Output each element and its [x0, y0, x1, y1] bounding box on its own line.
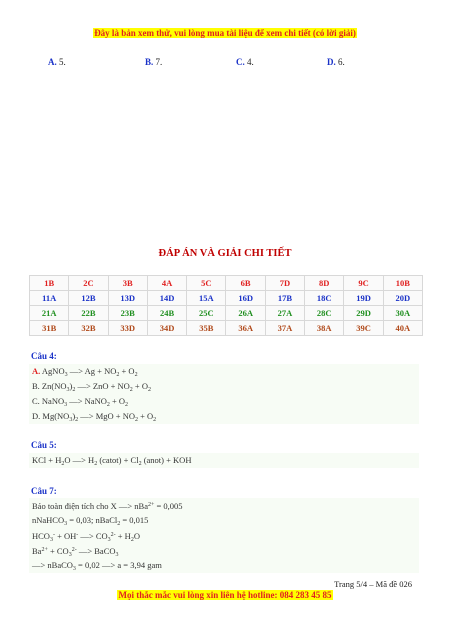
- answer-cell: 9C: [344, 276, 383, 291]
- answer-cell: 7D: [265, 276, 304, 291]
- answer-row: [30, 291, 423, 306]
- option-b: B. 7.: [145, 57, 163, 67]
- answer-cell: 5C: [187, 276, 226, 291]
- page-info: Trang 5/4 – Mã đề 026: [334, 579, 412, 589]
- answer-cell: 17B: [265, 291, 304, 306]
- solution-line: $Ba^{2+} + CO_3^{2-}$ —> BaCO$_3$: [32, 546, 119, 558]
- hotline-footer: Mọi thắc mắc vui lòng xin liên hệ hotline: 084 283 45 85: [118, 590, 332, 600]
- answer-cell: 11A: [30, 291, 69, 306]
- answer-cell: 32B: [69, 321, 108, 336]
- answer-cell: 14D: [147, 291, 186, 306]
- reaction-line: KCl + $H_2O$ —> $H_2$ (catot) + $Cl_2$ (anot) + KOH: [32, 455, 192, 467]
- question-7-title: Câu 7:: [31, 486, 57, 496]
- answer-cell: 31B: [30, 321, 69, 336]
- answer-cell: 36A: [226, 321, 265, 336]
- question-7-solution: [29, 498, 419, 573]
- option-a: A. 5.: [48, 57, 66, 67]
- answer-key-table: [29, 275, 423, 336]
- answer-cell: 16D: [226, 291, 265, 306]
- answer-cell: 27A: [265, 306, 304, 321]
- answer-cell: 19D: [344, 291, 383, 306]
- answer-cell: 12B: [69, 291, 108, 306]
- answer-cell: 6B: [226, 276, 265, 291]
- solution-line: —> nBaCO$_3$ = 0,02 —> a = 3,94 gam: [32, 560, 162, 572]
- answer-cell: 39C: [344, 321, 383, 336]
- answer-cell: 40A: [383, 321, 422, 336]
- answer-cell: 21A: [30, 306, 69, 321]
- answer-cell: 18C: [305, 291, 344, 306]
- reaction-line: C. NaNO$_3$ —> NaNO$_2$ + $O_2$: [32, 396, 129, 408]
- answer-cell: 22B: [69, 306, 108, 321]
- answer-cell: 8D: [305, 276, 344, 291]
- solution-line: Bảo toàn điện tích cho X —> nBa$^{2+}$ = 0,005: [32, 501, 183, 511]
- answer-cell: 33D: [108, 321, 147, 336]
- option-d: D. 6.: [327, 57, 345, 67]
- answer-cell: 2C: [69, 276, 108, 291]
- answer-cell: 28C: [305, 306, 344, 321]
- answer-cell: 24B: [147, 306, 186, 321]
- solution-line: $HCO_3^- + OH^-$ —> $CO_3^{2-} + H_2O$: [32, 531, 140, 543]
- answer-cell: 20D: [383, 291, 422, 306]
- answer-cell: 38A: [305, 321, 344, 336]
- reaction-line: A. AgNO$_3$ —> $Ag + NO_2 + O_2$: [32, 366, 138, 378]
- question-5-title: Câu 5:: [31, 440, 57, 450]
- answer-row: [30, 276, 423, 291]
- answer-cell: 23B: [108, 306, 147, 321]
- answer-row: [30, 321, 423, 336]
- answer-cell: 25C: [187, 306, 226, 321]
- solution-line: nNaHCO$_3$ = 0,03; nBaCl$_2$ = 0,015: [32, 515, 149, 527]
- answer-cell: 35B: [187, 321, 226, 336]
- answer-cell: 26A: [226, 306, 265, 321]
- answer-cell: 15A: [187, 291, 226, 306]
- answer-row: [30, 306, 423, 321]
- answer-cell: 1B: [30, 276, 69, 291]
- option-c: C. 4.: [236, 57, 254, 67]
- section-title: ĐÁP ÁN VÀ GIẢI CHI TIẾT: [158, 248, 292, 259]
- reaction-line: B. $Zn(NO_3)_2$ —> ZnO + $NO_2 + O_2$: [32, 381, 151, 393]
- answer-cell: 30A: [383, 306, 422, 321]
- question-5-solution: [29, 453, 419, 468]
- answer-cell: 13D: [108, 291, 147, 306]
- answer-cell: 37A: [265, 321, 304, 336]
- question-4-solution: [29, 364, 419, 424]
- answer-cell: 4A: [147, 276, 186, 291]
- question-4-title: Câu 4:: [31, 351, 57, 361]
- answer-cell: 34D: [147, 321, 186, 336]
- answer-cell: 3B: [108, 276, 147, 291]
- answer-cell: 10B: [383, 276, 422, 291]
- preview-notice-banner: Đây là bản xem thử, vui lòng mua tài liệu để xem chi tiết (có lời giải): [94, 28, 356, 38]
- answer-cell: 29D: [344, 306, 383, 321]
- reaction-line: D. $Mg(NO_3)_2$ —> MgO + $NO_2 + O_2$: [32, 411, 157, 423]
